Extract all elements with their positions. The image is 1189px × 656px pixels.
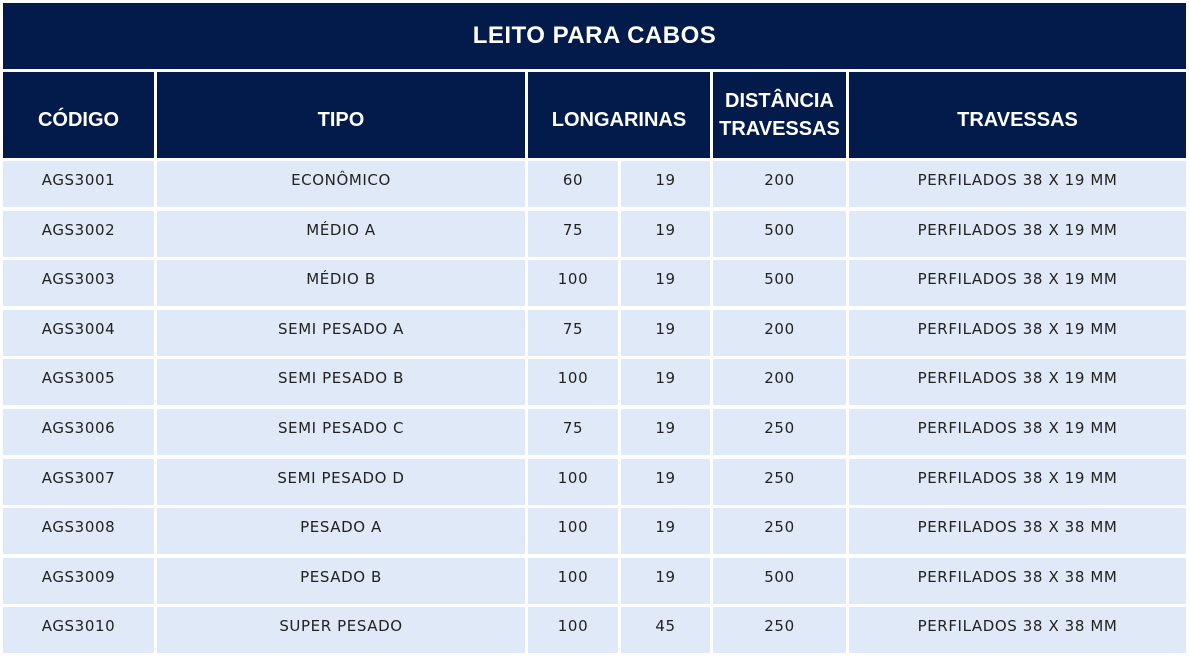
- cell-codigo: AGS3002: [3, 211, 154, 257]
- cell-longarina-a: 75: [528, 310, 618, 356]
- cell-distancia: 500: [713, 260, 846, 306]
- cell-travessas: PERFILADOS 38 X 19 MM: [849, 211, 1186, 257]
- cell-tipo: PESADO A: [157, 508, 525, 554]
- header-codigo: CÓDIGO: [3, 72, 154, 158]
- cell-tipo: SEMI PESADO C: [157, 409, 525, 455]
- header-distancia-travessas: [713, 72, 846, 158]
- cell-tipo: ECONÔMICO: [157, 161, 525, 207]
- cell-travessas: PERFILADOS 38 X 38 MM: [849, 508, 1186, 554]
- cell-longarina-b: 19: [621, 508, 710, 554]
- cell-distancia: 200: [713, 359, 846, 405]
- cell-tipo: MÉDIO A: [157, 211, 525, 257]
- cell-longarina-a: 100: [528, 607, 618, 653]
- cell-longarina-b: 19: [621, 161, 710, 207]
- cell-tipo: PESADO B: [157, 558, 525, 604]
- cell-longarina-b: 19: [621, 459, 710, 505]
- cell-codigo: AGS3003: [3, 260, 154, 306]
- cell-longarina-a: 100: [528, 508, 618, 554]
- cell-longarina-a: 75: [528, 409, 618, 455]
- table-title: LEITO PARA CABOS: [3, 3, 1186, 69]
- header-distancia-line2: TRAVESSAS: [719, 118, 840, 140]
- cell-codigo: AGS3007: [3, 459, 154, 505]
- cell-distancia: 200: [713, 161, 846, 207]
- cell-longarina-b: 19: [621, 211, 710, 257]
- cell-codigo: AGS3010: [3, 607, 154, 653]
- cell-distancia: 200: [713, 310, 846, 356]
- cell-longarina-a: 100: [528, 459, 618, 505]
- cell-codigo: AGS3005: [3, 359, 154, 405]
- cell-distancia: 250: [713, 459, 846, 505]
- header-distancia-line1: DISTÂNCIA: [725, 90, 834, 112]
- cell-longarina-a: 100: [528, 558, 618, 604]
- cell-distancia: 500: [713, 558, 846, 604]
- cell-travessas: PERFILADOS 38 X 19 MM: [849, 161, 1186, 207]
- cell-codigo: AGS3009: [3, 558, 154, 604]
- cell-longarina-b: 19: [621, 558, 710, 604]
- cell-tipo: SUPER PESADO: [157, 607, 525, 653]
- cell-codigo: AGS3006: [3, 409, 154, 455]
- cell-tipo: SEMI PESADO A: [157, 310, 525, 356]
- cell-longarina-b: 45: [621, 607, 710, 653]
- cell-longarina-b: 19: [621, 310, 710, 356]
- cell-longarina-a: 75: [528, 211, 618, 257]
- cell-tipo: SEMI PESADO B: [157, 359, 525, 405]
- cell-travessas: PERFILADOS 38 X 19 MM: [849, 260, 1186, 306]
- cell-codigo: AGS3008: [3, 508, 154, 554]
- cell-distancia: 250: [713, 508, 846, 554]
- cell-distancia: 500: [713, 211, 846, 257]
- cell-tipo: MÉDIO B: [157, 260, 525, 306]
- cell-travessas: PERFILADOS 38 X 19 MM: [849, 310, 1186, 356]
- cell-distancia: 250: [713, 409, 846, 455]
- cell-codigo: AGS3004: [3, 310, 154, 356]
- cell-travessas: PERFILADOS 38 X 19 MM: [849, 359, 1186, 405]
- cell-longarina-b: 19: [621, 409, 710, 455]
- cell-travessas: PERFILADOS 38 X 19 MM: [849, 459, 1186, 505]
- cell-longarina-a: 100: [528, 260, 618, 306]
- header-travessas: TRAVESSAS: [849, 72, 1186, 158]
- cell-longarina-b: 19: [621, 359, 710, 405]
- cell-longarina-a: 60: [528, 161, 618, 207]
- cell-travessas: PERFILADOS 38 X 38 MM: [849, 558, 1186, 604]
- cell-codigo: AGS3001: [3, 161, 154, 207]
- header-longarinas: LONGARINAS: [528, 72, 710, 158]
- cell-longarina-a: 100: [528, 359, 618, 405]
- cell-travessas: PERFILADOS 38 X 38 MM: [849, 607, 1186, 653]
- header-tipo: TIPO: [157, 72, 525, 158]
- cell-travessas: PERFILADOS 38 X 19 MM: [849, 409, 1186, 455]
- cell-distancia: 250: [713, 607, 846, 653]
- cell-longarina-b: 19: [621, 260, 710, 306]
- cell-tipo: SEMI PESADO D: [157, 459, 525, 505]
